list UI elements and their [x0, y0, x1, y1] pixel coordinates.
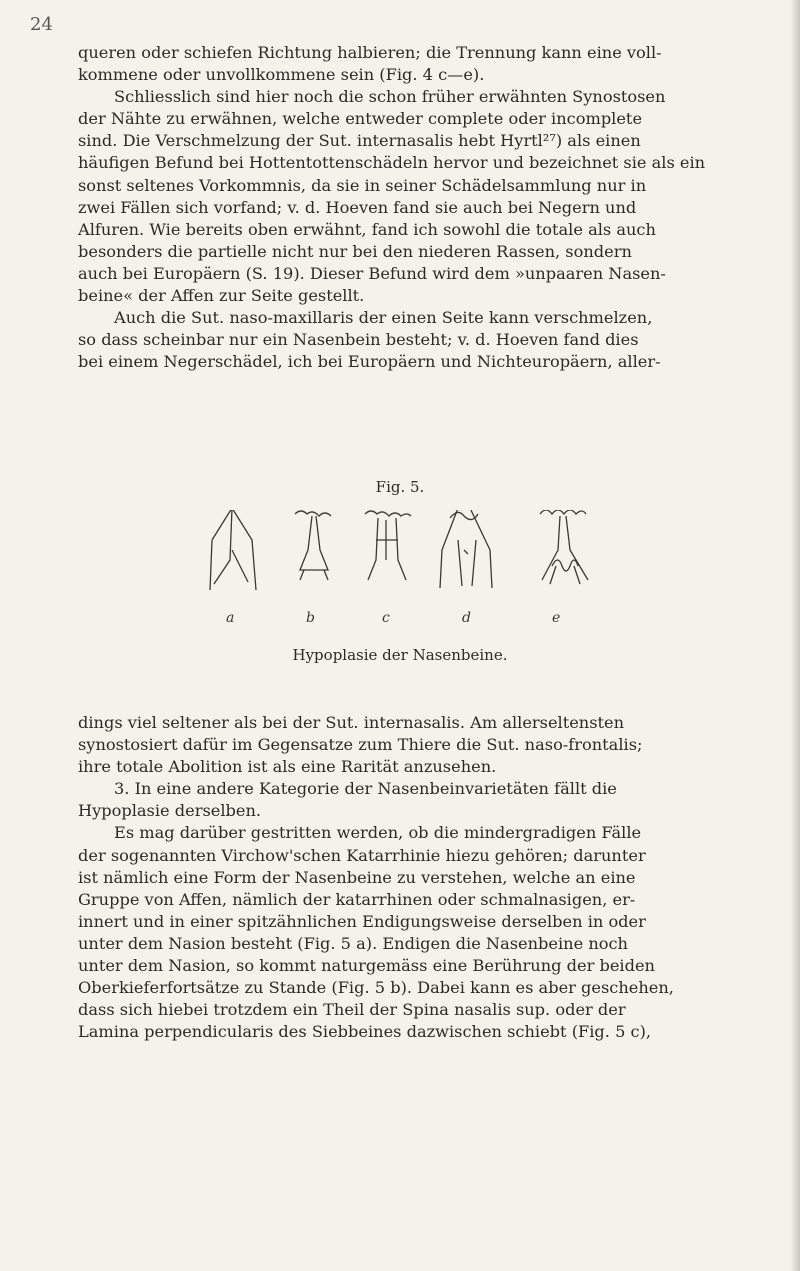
text-line: bei einem Negerschädel, ich bei Europäern und Nichteuropäern, aller-: [78, 352, 661, 372]
text-block-bottom: [78, 712, 760, 1043]
figure-5: [200, 478, 600, 678]
text-line: Auch die Sut. naso-maxillaris der einen Seite kann verschmelzen,: [114, 308, 653, 328]
text-line: ihre totale Abolition ist als eine Rarität anzusehen.: [78, 757, 497, 777]
text-line: Gruppe von Affen, nämlich der katarrhinen oder schmalnasigen, er-: [78, 889, 636, 909]
nasal-bone-sketch-c: [365, 511, 411, 580]
page-number: 24: [30, 14, 53, 35]
text-block-top: [78, 42, 760, 373]
figure-label-a: a: [226, 610, 235, 626]
nasal-bone-sketch-a: [210, 510, 256, 590]
text-line: Schliesslich sind hier noch die schon früher erwähnten Synostosen: [114, 87, 666, 107]
text-line: so dass scheinbar nur ein Nasenbein besteht; v. d. Hoeven fand dies: [78, 330, 639, 350]
text-line: unter dem Nasion, so kommt naturgemäss eine Berührung der beiden: [78, 956, 655, 976]
figure-drawings: [200, 510, 600, 640]
text-line: besonders die partielle nicht nur bei den niederen Rassen, sondern: [78, 241, 632, 261]
text-line: sonst seltenes Vorkommnis, da sie in seiner Schädelsammlung nur in: [78, 175, 647, 195]
text-line: Oberkieferfortsätze zu Stande (Fig. 5 b). Dabei kann es aber geschehen,: [78, 978, 674, 998]
text-line: unter dem Nasion besteht (Fig. 5 a). Endigen die Nasenbeine noch: [78, 933, 628, 953]
text-line: 3. In eine andere Kategorie der Nasenbeinvarietäten fällt die: [114, 779, 617, 799]
figure-label-c: c: [382, 610, 390, 626]
text-line: kommene oder unvollkommene sein (Fig. 4 c—e).: [78, 65, 485, 85]
text-line: dings viel seltener als bei der Sut. internasalis. Am allerseltensten: [78, 713, 625, 732]
text-line: der sogenannten Virchow'schen Katarrhinie hiezu gehören; darunter: [78, 845, 646, 865]
text-line: auch bei Europäern (S. 19). Dieser Befund wird dem »unpaaren Nasen-: [78, 263, 666, 283]
text-line: innert und in einer spitzähnlichen Endigungsweise derselben in oder: [78, 911, 646, 931]
figure-title: Fig. 5.: [375, 478, 425, 496]
figure-label-d: d: [462, 610, 471, 626]
nasal-bone-sketch-b: [295, 511, 331, 580]
nasal-bone-sketch-d: [440, 510, 492, 588]
text-line: sind. Die Verschmelzung der Sut. internasalis hebt Hyrtl²⁷) als einen: [78, 131, 641, 151]
nasal-bone-sketch-e: [540, 510, 588, 584]
text-line: Lamina perpendicularis des Siebbeines dazwischen schiebt (Fig. 5 c),: [78, 1022, 652, 1042]
text-line: beine« der Affen zur Seite gestellt.: [78, 286, 365, 306]
text-line: Alfuren. Wie bereits oben erwähnt, fand ich sowohl die totale als auch: [78, 219, 656, 239]
text-line: Hypoplasie derselben.: [78, 801, 262, 821]
text-line: Es mag darüber gestritten werden, ob die mindergradigen Fälle: [114, 823, 642, 843]
text-line: der Nähte zu erwähnen, welche entweder complete oder incomplete: [78, 109, 643, 129]
figure-label-e: e: [552, 610, 561, 626]
text-line: queren oder schiefen Richtung halbieren; die Trennung kann eine voll-: [78, 43, 662, 62]
page-edge-shadow: [790, 0, 800, 1271]
figure-caption: Hypoplasie der Nasenbeine.: [292, 646, 508, 664]
text-line: dass sich hiebei trotzdem ein Theil der Spina nasalis sup. oder der: [78, 1000, 626, 1020]
text-line: synostosiert dafür im Gegensatze zum Thiere die Sut. naso-frontalis;: [78, 735, 643, 755]
text-line: zwei Fällen sich vorfand; v. d. Hoeven fand sie auch bei Negern und: [78, 197, 637, 217]
figure-label-b: b: [306, 610, 315, 626]
text-line: ist nämlich eine Form der Nasenbeine zu verstehen, welche an eine: [78, 867, 636, 887]
text-line: häufigen Befund bei Hottentottenschädeln hervor und bezeichnet sie als ein: [78, 153, 706, 173]
